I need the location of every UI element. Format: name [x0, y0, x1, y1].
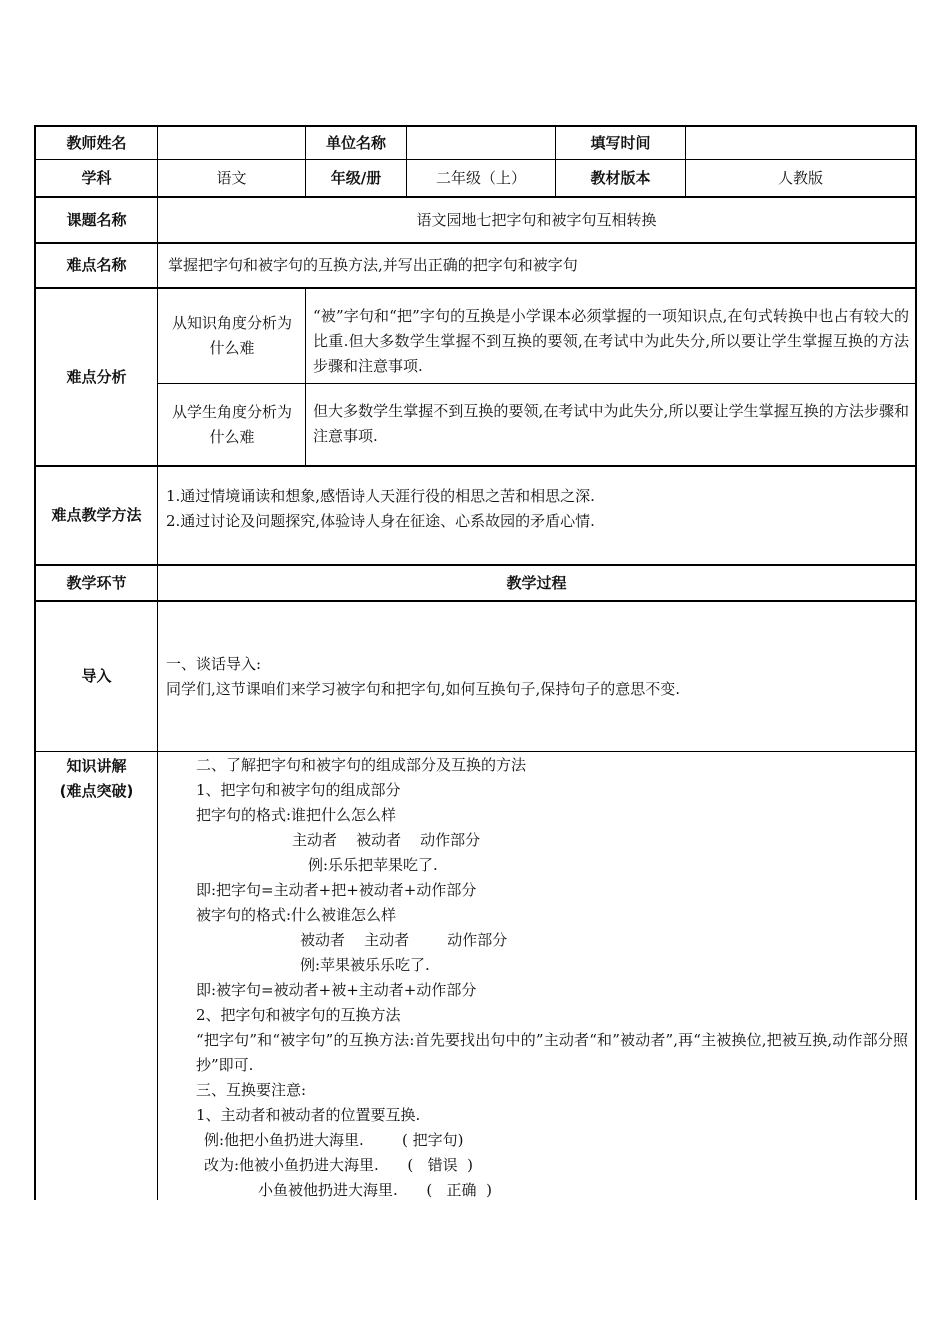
- teacher-name-label: 教师姓名: [66, 133, 127, 152]
- difficulty-value: 掌握把字句和被字句的互换方法,并写出正确的把字句和被字句: [168, 256, 578, 274]
- knowledge-label-line-2: (难点突破): [59, 782, 134, 800]
- knowledge-line: 改为:他被小鱼扔进大海里. ( 错误 ): [204, 1156, 473, 1174]
- knowledge-line: 主动者 被动者 动作部分: [292, 831, 481, 849]
- knowledge-label: [36, 754, 157, 804]
- grade-label: 年级/册: [330, 168, 382, 187]
- knowledge-line: 把字句的格式:谁把什么怎么样: [196, 806, 397, 824]
- intro-line-2: 同学们,这节课咱们来学习被字句和把字句,如何互换句子,保持句子的意思不变.: [166, 680, 681, 698]
- knowledge-line: 例:他把小鱼扔进大海里. ( 把字句): [204, 1131, 464, 1149]
- subject-label: 学科: [81, 168, 112, 187]
- analysis-label: 难点分析: [66, 367, 127, 386]
- fill-time-label: 填写时间: [590, 133, 651, 152]
- methods-label: 难点教学方法: [51, 506, 142, 524]
- student-angle-text: 但大多数学生掌握不到互换的要领,在考试中为此失分,所以要让学生掌握互换的方法步骤和注意事项.: [313, 402, 909, 445]
- teacher-name-value: [158, 127, 305, 159]
- knowledge-line: 即:被字句=被动者+被+主动者+动作部分: [196, 981, 477, 999]
- unit-name-value: [407, 127, 555, 159]
- knowledge-line: 即:把字句=主动者+把+被动者+动作部分: [196, 881, 477, 899]
- intro-line-1: 一、谈话导入:: [166, 655, 262, 673]
- knowledge-line: 1、主动者和被动者的位置要互换.: [196, 1106, 421, 1124]
- knowledge-line: 被动者 主动者 动作部分: [300, 931, 508, 949]
- textbook-label: 教材版本: [590, 168, 651, 187]
- knowledge-line: “把字句”和“被字句”的互换方法:首先要找出句中的”主动者“和”被动者”,再“主被换位,把被互换,动作部分照抄”即可.: [196, 1031, 908, 1074]
- topic-label: 课题名称: [66, 210, 127, 229]
- student-angle-label: 从学生角度分析为什么难: [171, 402, 292, 446]
- knowledge-line: 例:苹果被乐乐吃了.: [300, 956, 430, 974]
- method-line-1: 1.通过情境诵读和想象,感悟诗人天涯行役的相思之苦和相思之深.: [166, 487, 595, 505]
- subject-value: 语文: [216, 168, 247, 187]
- fill-time-value: [686, 127, 915, 159]
- knowledge-line: 例:乐乐把苹果吃了.: [308, 856, 438, 874]
- stage-header: 教学环节: [66, 573, 127, 592]
- method-line-2: 2.通过讨论及问题探究,体验诗人身在征途、心系故园的矛盾心情.: [166, 512, 595, 530]
- textbook-value: 人教版: [777, 168, 823, 187]
- knowledge-line: 被字句的格式:什么被谁怎么样: [196, 906, 397, 924]
- knowledge-line: 2、把字句和被字句的互换方法: [196, 1006, 401, 1024]
- intro-label: 导入: [81, 667, 112, 685]
- knowledge-angle-text: “被”字句和“把”字句的互换是小学课本必须掌握的一项知识点,在句式转换中也占有较大的比重.但大多数学生掌握不到互换的要领,在考试中为此失分,所以要让学生掌握互换的方法步骤和注意事项.: [313, 307, 909, 375]
- knowledge-line: 1、把字句和被字句的组成部分: [196, 781, 401, 799]
- knowledge-label-line-1: 知识讲解: [66, 757, 127, 775]
- knowledge-line: 小鱼被他扔进大海里. ( 正确 ): [258, 1181, 492, 1199]
- grade-value: 二年级（上）: [435, 168, 526, 187]
- knowledge-angle-label: 从知识角度分析为什么难: [171, 314, 292, 357]
- process-header: 教学过程: [506, 573, 567, 592]
- difficulty-label: 难点名称: [66, 256, 127, 274]
- unit-name-label: 单位名称: [325, 133, 386, 152]
- topic-value: 语文园地七把字句和被字句互相转换: [416, 210, 657, 229]
- knowledge-line: 二、了解把字句和被字句的组成部分及互换的方法: [196, 756, 527, 774]
- knowledge-line: 三、互换要注意:: [196, 1081, 307, 1099]
